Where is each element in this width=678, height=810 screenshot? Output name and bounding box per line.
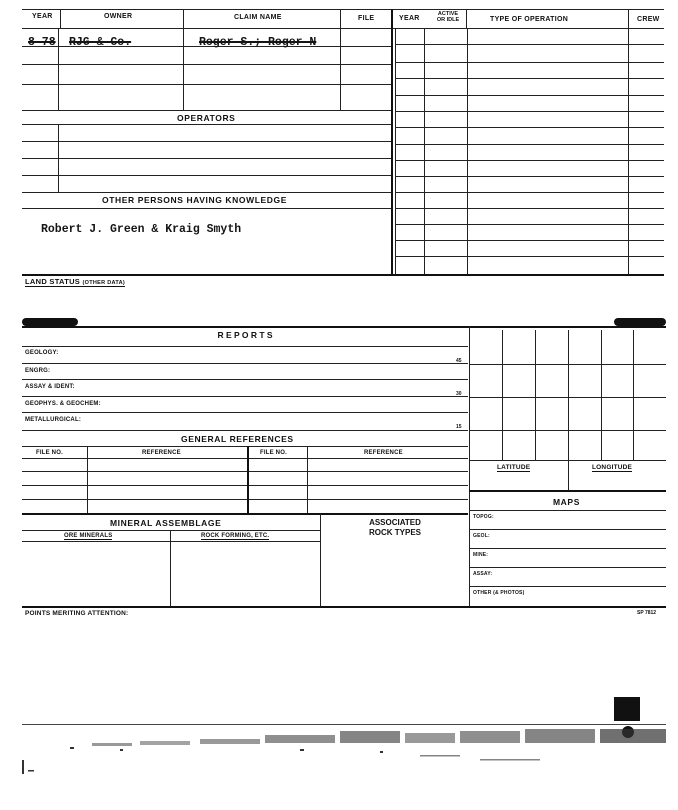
row-line [22,363,468,364]
right-col-line [424,28,425,274]
scan-noise [0,725,678,785]
grid-col [568,330,569,490]
right-row-line [395,95,664,96]
entry-year: 8-78 [28,36,56,49]
right-row-line [395,78,664,79]
header-tick [183,9,184,28]
row-line [22,141,391,142]
ore-minerals: ORE MINERALS [64,533,113,539]
entry-owner: RJG & Co. [69,36,132,49]
left-col-line [340,28,341,110]
right-row-line [395,176,664,177]
rock-forming: ROCK FORMING, ETC. [201,533,270,539]
other-persons-value: Robert J. Green & Kraig Smyth [41,223,242,236]
row-line [22,541,320,542]
right-row-line [395,192,664,193]
right-block-edge [469,326,470,606]
grid-col [633,330,634,460]
right-row-line [395,256,664,257]
middle-top-rule [22,326,666,328]
row-line [22,208,391,209]
header-year-right: YEAR [399,15,420,22]
land-status-text: LAND STATUS [25,277,81,286]
header-owner: OWNER [104,13,133,20]
gr-col-line [87,446,88,513]
row-line [22,158,391,159]
header-divider [22,28,664,29]
left-col-line [183,28,184,110]
bottom-border [22,274,664,276]
row-line [22,124,391,125]
header-type-of-operation: TYPE OF OPERATION [490,16,569,23]
gr-col-line [307,446,308,513]
reports-engrg: ENGRG: [25,368,51,374]
grid-row [469,460,666,461]
longitude-label: LONGITUDE [592,464,633,471]
right-row-line [395,111,664,112]
land-status-sub: (OTHER DATA) [82,280,125,286]
reports-metallurgical-num: 15 [456,424,462,430]
top-border [22,9,664,10]
row-line [22,485,468,486]
right-row-line [395,44,664,45]
row-line [469,586,666,587]
gr-reference: REFERENCE [142,450,181,456]
row-line [22,84,391,85]
reports-assay: ASSAY & IDENT: [25,384,75,390]
row-line [22,446,468,447]
row-line [22,346,468,347]
reports-geophys: GEOPHYS. & GEOCHEM: [25,401,101,407]
row-line [22,430,468,431]
maps-topog: TOPOG: [473,514,494,520]
mineral-assemblage-title: MINERAL ASSEMBLAGE [110,518,222,528]
reports-geology-num: 45 [456,358,462,364]
header-tick [60,9,61,28]
row-line [22,192,391,193]
gr-file-no-2: FILE NO. [260,450,287,456]
registration-square [614,697,640,721]
row-line [22,175,391,176]
header-tick [628,9,629,28]
mineral-col-line [320,513,321,606]
right-row-line [395,127,664,128]
grid-row [469,430,666,431]
row-line [22,458,468,459]
registration-bar-left [22,318,78,326]
maps-geol: GEOL: [473,533,490,539]
header-claim-name: CLAIM NAME [234,14,282,21]
gr-col-line [247,446,249,513]
right-row-line [395,160,664,161]
row-line [22,513,468,515]
row-line [22,110,391,111]
row-line [469,567,666,568]
header-file: FILE [358,15,375,22]
associated-line2: ROCK TYPES [368,528,421,537]
general-references-title: GENERAL REFERENCES [181,434,294,444]
header-or-idle: OR IDLE [436,17,460,23]
row-line [469,548,666,549]
middle-bottom-rule [22,606,666,608]
gr-file-no: FILE NO. [36,450,63,456]
reports-title: R E P O R T S [217,330,273,340]
other-persons-title: OTHER PERSONS HAVING KNOWLEDGE [102,195,288,205]
form-code: SP 7812 [637,610,657,616]
latitude-label: LATITUDE [497,464,531,471]
maps-title: MAPS [553,497,580,507]
right-row-line [395,144,664,145]
registration-bar-right [614,318,666,326]
maps-other: OTHER (& PHOTOS) [473,590,525,596]
maps-mine: MINE: [473,552,489,558]
reports-metallurgical: METALLURGICAL: [25,417,82,423]
row-line [22,530,320,531]
operators-title: OPERATORS [177,113,236,123]
row-line [22,412,468,413]
row-line [22,396,468,397]
right-row-line [395,224,664,225]
header-tick [340,9,341,28]
grid-col [535,330,536,460]
gr-reference-2: REFERENCE [364,450,403,456]
right-col-line [628,28,629,274]
grid-row [469,397,666,398]
left-col-line [58,28,59,110]
row-line [469,529,666,530]
right-col-line [395,28,396,274]
right-row-line [395,208,664,209]
land-status-label [25,277,125,287]
right-row-line [395,62,664,63]
entry-claim-name: Roger S.; Roger N [199,36,317,49]
row-line [22,379,468,380]
row-line [22,471,468,472]
grid-row [469,490,666,492]
right-row-line [395,240,664,241]
main-column-divider [391,9,393,275]
right-col-line [467,28,468,274]
header-active: ACTIVE [437,11,459,17]
header-crew: CREW [637,16,660,23]
grid-col [601,330,602,460]
header-active-idle [430,11,466,23]
row-line [469,510,666,511]
row-line [22,499,468,500]
grid-row [469,364,666,365]
row-line [22,64,391,65]
header-year: YEAR [32,13,53,20]
points-meriting-attention: POINTS MERITING ATTENTION: [25,610,129,617]
reports-geology: GEOLOGY: [25,350,59,356]
reports-assay-num: 30 [456,391,462,397]
grid-col [502,330,503,460]
associated-rock-types [322,518,468,538]
maps-assay: ASSAY: [473,571,493,577]
associated-line1: ASSOCIATED [369,518,421,527]
header-tick [466,9,467,28]
mineral-col-line [170,530,171,606]
